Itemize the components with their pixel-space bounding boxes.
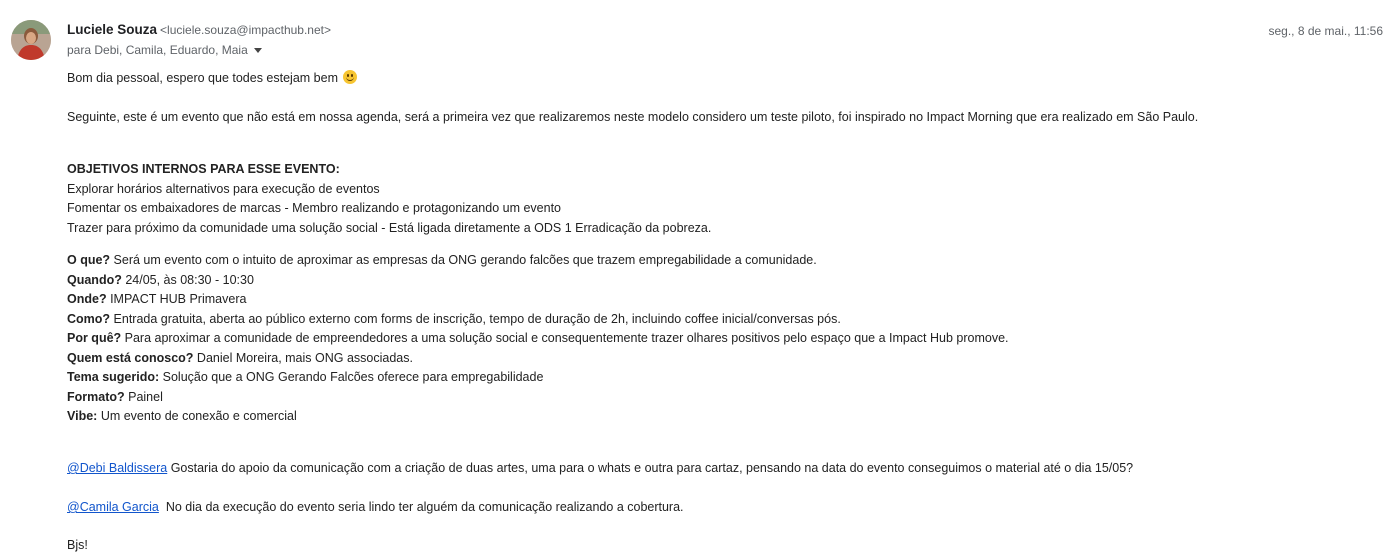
- detail-label: Onde?: [67, 292, 107, 306]
- recipients: [67, 43, 262, 57]
- recipients-text: para Debi, Camila, Eduardo, Maia: [67, 43, 248, 57]
- greeting-text: Bom dia pessoal, espero que todes estejam bem: [67, 71, 338, 85]
- detail-label: Tema sugerido:: [67, 370, 160, 384]
- detail-vibe: [67, 408, 297, 424]
- detail-value: IMPACT HUB Primavera: [106, 292, 247, 306]
- detail-why: [67, 330, 1009, 346]
- avatar[interactable]: [11, 20, 51, 60]
- detail-format: [67, 389, 163, 405]
- detail-value: Para aproximar a comunidade de empreendedores a uma solução social e consequentemente trazer olhares positivos pelo espaço que a Impact Hub promove.: [121, 331, 1009, 345]
- detail-value: Um evento de conexão e comercial: [97, 409, 297, 423]
- detail-label: Quando?: [67, 273, 122, 287]
- detail-how: [67, 311, 841, 327]
- detail-theme: [67, 369, 543, 385]
- mention-paragraph-debi: [67, 460, 1133, 476]
- sender-line: [67, 22, 331, 37]
- closing-line: Bjs!: [67, 538, 88, 552]
- detail-value: Será um evento com o intuito de aproximar as empresas da ONG gerando falcões que trazem empregabilidade a comunidade.: [110, 253, 817, 267]
- detail-value: 24/05, às 08:30 - 10:30: [121, 273, 254, 287]
- mention-link-debi[interactable]: @Debi Baldissera: [67, 461, 168, 475]
- detail-label: O que?: [67, 253, 111, 267]
- detail-value: Entrada gratuita, aberta ao público externo com forms de inscrição, tempo de duração de 2h, incluindo coffee inicial/conversas pós.: [110, 312, 841, 326]
- detail-value: Solução que a ONG Gerando Falcões oferece para empregabilidade: [159, 370, 544, 384]
- mention-link-camila[interactable]: @Camila Garcia: [67, 500, 159, 514]
- greeting-line: [67, 70, 357, 86]
- smiling-face-emoji-icon: [343, 70, 357, 84]
- detail-who: [67, 350, 413, 366]
- objective-item: Trazer para próximo da comunidade uma solução social - Está ligada diretamente a ODS 1 Erradicação da pobreza.: [67, 221, 712, 235]
- detail-when: [67, 272, 254, 288]
- detail-label: Por quê?: [67, 331, 122, 345]
- detail-value: Painel: [124, 390, 163, 404]
- detail-value: Daniel Moreira, mais ONG associadas.: [193, 351, 413, 365]
- mention-paragraph-camila: [67, 499, 684, 515]
- detail-where: [67, 291, 246, 307]
- sender-name[interactable]: Luciele Souza: [67, 22, 158, 37]
- objectives-title: OBJETIVOS INTERNOS PARA ESSE EVENTO:: [67, 162, 340, 176]
- detail-what: [67, 252, 817, 268]
- detail-label: Formato?: [67, 390, 125, 404]
- detail-label: Como?: [67, 312, 111, 326]
- mention-text: Gostaria do apoio da comunicação com a criação de duas artes, uma para o whats e outra para cartaz, pensando na data do evento conseguimos o material até o dia 15/05?: [167, 461, 1134, 475]
- objective-item: Explorar horários alternativos para execução de eventos: [67, 182, 380, 196]
- sender-email: <luciele.souza@impacthub.net>: [160, 23, 331, 37]
- detail-label: Vibe:: [67, 409, 98, 423]
- show-details-chevron-down-icon[interactable]: [254, 48, 262, 53]
- email-date[interactable]: seg., 8 de mai., 11:56: [1268, 24, 1383, 38]
- detail-label: Quem está conosco?: [67, 351, 194, 365]
- objective-item: Fomentar os embaixadores de marcas - Membro realizando e protagonizando um evento: [67, 201, 562, 215]
- intro-paragraph: Seguinte, este é um evento que não está em nossa agenda, será a primeira vez que realizaremos neste modelo considero um teste piloto, foi inspirado no Impact Morning que era realizado em São Paulo.: [67, 110, 1199, 124]
- mention-text: No dia da execução do evento seria lindo ter alguém da comunicação realizando a cobertura.: [158, 500, 684, 514]
